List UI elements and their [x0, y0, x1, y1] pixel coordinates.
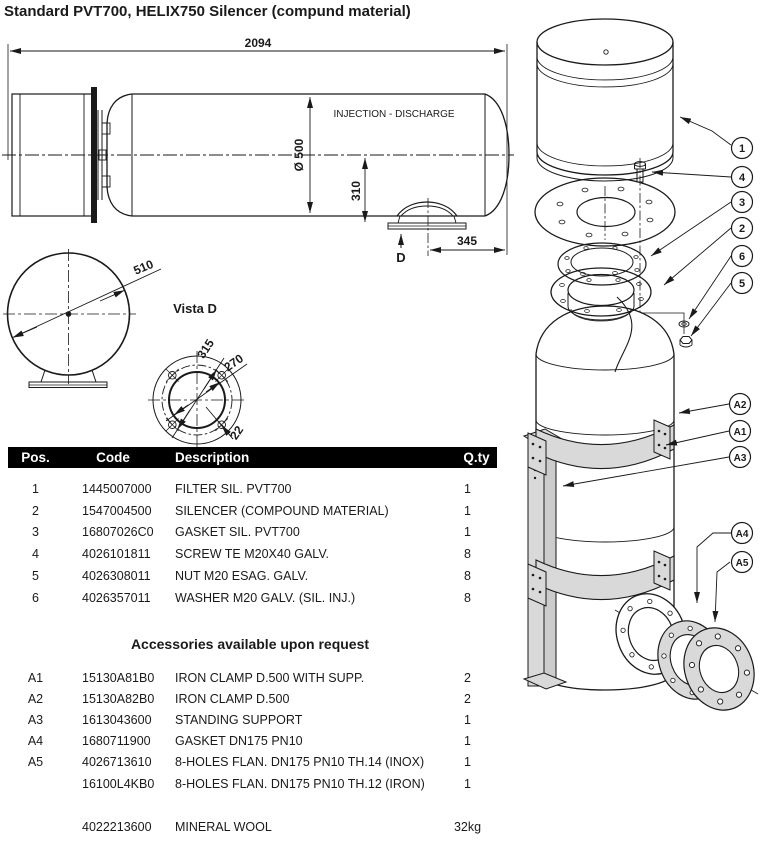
nut	[680, 337, 692, 348]
table-row: 1 1445007000 FILTER SIL. PVT700 1	[32, 482, 471, 496]
svg-text:A1: A1	[733, 427, 747, 438]
callout-A2	[730, 394, 751, 415]
svg-text:1: 1	[738, 143, 746, 155]
dim-outlet-height: 310	[349, 180, 363, 202]
callout-6	[732, 246, 753, 267]
header-description: Description	[175, 450, 250, 465]
table-row: 5 4026308011 NUT M20 ESAG. GALV. 8	[32, 569, 471, 583]
svg-text:5: 5	[738, 278, 746, 290]
callout-A4	[732, 523, 753, 544]
svg-text:A5: A5	[735, 558, 749, 569]
vista-d-label: Vista D	[173, 301, 217, 316]
stand	[29, 370, 107, 388]
svg-text:6: 6	[738, 251, 746, 263]
flow-label: INJECTION - DISCHARGE	[333, 109, 455, 120]
header-pos: Pos.	[21, 450, 50, 465]
svg-text:A4: A4	[735, 529, 749, 540]
dim-shell-diameter: 510	[131, 256, 156, 278]
dim-body-diameter: Ø 500	[292, 138, 306, 172]
dim-bore: 270	[221, 351, 246, 375]
svg-text:3: 3	[738, 197, 746, 209]
dim-overall-length: 2094	[244, 36, 272, 50]
dim-outlet-offset: 345	[456, 234, 478, 248]
front-view-drawing	[0, 240, 270, 452]
dim-bolt-circle: 315	[194, 336, 217, 362]
accessory-row: A5 4026713610 8-HOLES FLAN. DN175 PN10 TH.14 (INOX) 1	[27, 755, 471, 769]
accessories-heading: Accessories available upon request	[130, 636, 370, 652]
dim-hole-diameter: 22	[227, 423, 247, 443]
callout-A1	[730, 421, 751, 442]
svg-text:2: 2	[738, 223, 746, 235]
svg-text:4: 4	[738, 172, 746, 184]
gasket-ring	[558, 243, 646, 285]
parts-table-header	[8, 447, 497, 468]
exploded-view-drawing	[504, 15, 768, 715]
header-qty: Q.ty	[463, 450, 490, 465]
callouts	[730, 138, 753, 573]
svg-text:A3: A3	[733, 453, 747, 464]
table-row: 4 4026101811 SCREW TE M20X40 GALV. 8	[32, 547, 471, 561]
callout-2	[732, 218, 753, 239]
callout-3	[732, 192, 753, 213]
vista-d-detail	[148, 336, 247, 449]
callout-A3	[730, 447, 751, 468]
filter-base-plate	[535, 178, 675, 246]
svg-text:A2: A2	[733, 400, 747, 411]
detail-ref-label: D	[396, 250, 406, 265]
outlet-flange-side	[388, 198, 466, 256]
accessory-row: 16100L4KB0 8-HOLES FLAN. DN175 PN10 TH.12 (IRON) 1	[82, 777, 471, 791]
callout-1	[732, 138, 753, 159]
header-code: Code	[96, 450, 130, 465]
mineral-wool-row: 4022213600 MINERAL WOOL 32kg	[82, 820, 482, 834]
accessory-row: A3 1613043600 STANDING SUPPORT 1	[27, 713, 471, 727]
filter-exploded	[537, 19, 673, 181]
table-row: 2 1547004500 SILENCER (COMPOUND MATERIAL) 1	[32, 504, 471, 518]
accessory-row: A1 15130A81B0 IRON CLAMP D.500 WITH SUPP. 2	[27, 671, 471, 685]
side-view-drawing	[0, 36, 516, 264]
callout-5	[732, 273, 753, 294]
callout-4	[732, 167, 753, 188]
accessory-row: A2 15130A82B0 IRON CLAMP D.500 2	[27, 692, 471, 706]
accessory-row: A4 1680711900 GASKET DN175 PN10 1	[27, 734, 471, 748]
table-row: 6 4026357011 WASHER M20 GALV. (SIL. INJ.) 8	[32, 591, 471, 605]
table-row: 3 16807026C0 GASKET SIL. PVT700 1	[32, 525, 471, 539]
page-title: Standard PVT700, HELIX750 Silencer (compund material)	[4, 3, 411, 20]
callout-A5	[732, 552, 753, 573]
